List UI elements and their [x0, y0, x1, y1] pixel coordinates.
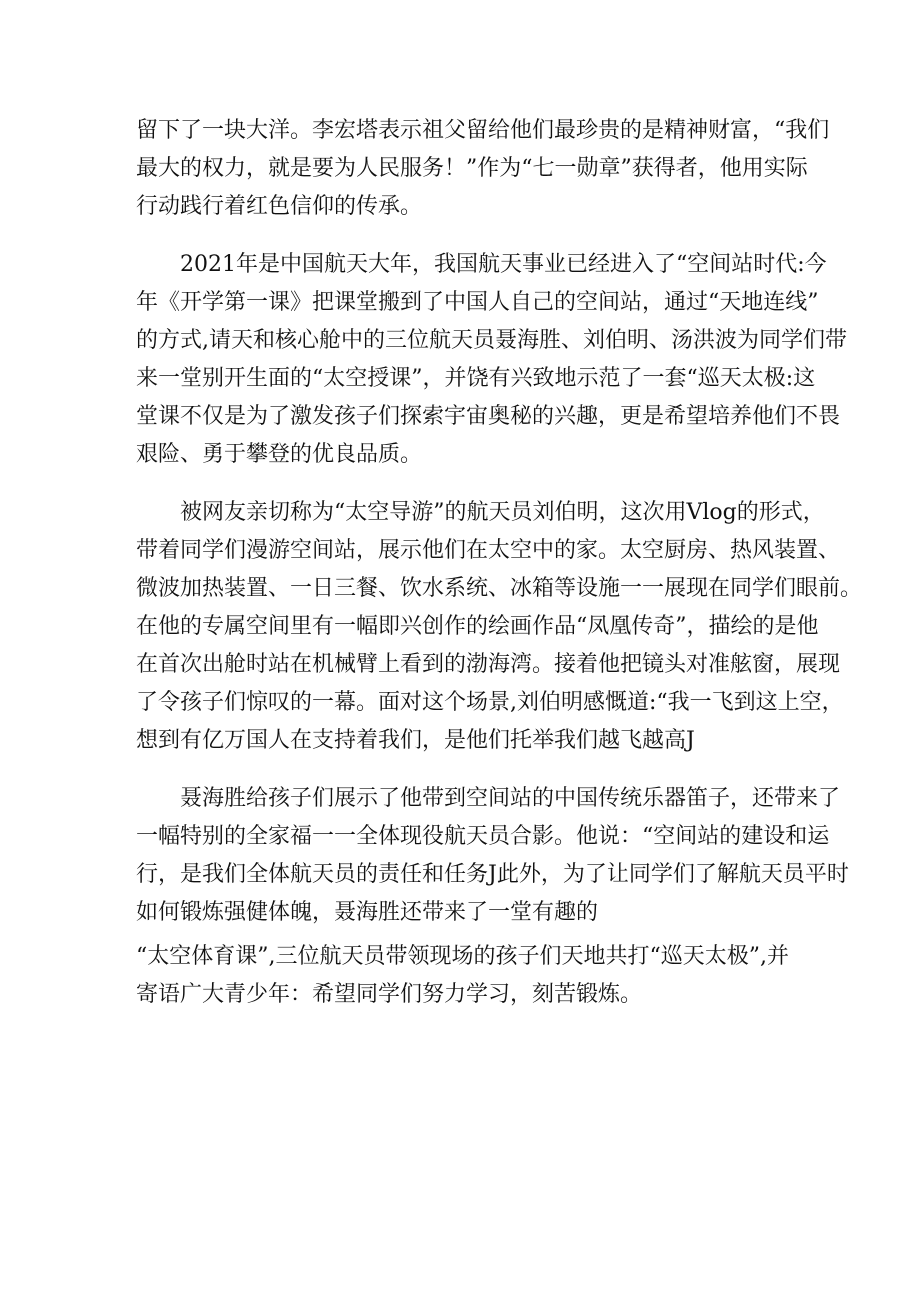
text-line: 堂课不仅是为了激发孩子们探索宇宙奥秘的兴趣，更是希望培养他们不畏 [136, 404, 841, 429]
text-line: 年《开学第一课》把课堂搬到了中国人自己的空间站，通过“天地连线” [136, 290, 819, 315]
text-line: 在他的专属空间里有一幅即兴创作的绘画作品“凤凰传奇”，描绘的是他 [136, 614, 819, 639]
text-line: 寄语广大青少年：希望同学们努力学习，刻苦锻炼。 [136, 982, 643, 1007]
text-line: 艰险、勇于攀登的优良品质。 [136, 442, 423, 467]
text-line: 行，是我们全体航天员的责任和任务J此外，为了让同学们了解航天员平时 [136, 862, 849, 887]
text-line: 在首次出舱时站在机械臂上看到的渤海湾。接着他把镜头对准舷窗，展现 [136, 652, 841, 677]
text-line: 带着同学们漫游空间站，展示他们在太空中的家。太空厨房、热风装置、 [136, 538, 841, 563]
text-line: 如何锻炼强健体魄，聂海胜还带来了一堂有趣的 [136, 900, 599, 925]
text-line: 的方式,请天和核心舱中的三位航天员聂海胜、刘伯明、汤洪波为同学们带 [136, 328, 847, 353]
text-line: 微波加热装置、一日三餐、饮水系统、冰箱等设施一一展现在同学们眼前。 [136, 576, 863, 601]
text-line: 被网友亲切称为“太空导游”的航天员刘伯明，这次用Vlog的形式， [180, 500, 825, 525]
text-line: 最大的权力，就是要为人民服务！”作为“七一勋章”获得者，他用实际 [136, 156, 808, 181]
text-line: 一幅特别的全家福一一全体现役航天员合影。他说：“空间站的建设和运 [136, 824, 830, 849]
text-line: “太空体育课”,三位航天员带领现场的孩子们天地共打“巡天太极”,并 [136, 944, 789, 969]
text-line: 来一堂别开生面的“太空授课”，并饶有兴致地示范了一套“巡天太极:这 [136, 366, 816, 391]
text-line: 聂海胜给孩子们展示了他带到空间站的中国传统乐器笛子，还带来了 [180, 786, 841, 811]
document-body [136, 112, 863, 1014]
text-line: 了令孩子们惊叹的一幕。面对这个场景,刘伯明感慨道:“我一飞到这上空， [136, 690, 844, 715]
text-line: 想到有亿万国人在支持着我们，是他们托举我们越飞越高J [136, 728, 695, 753]
text-line: 行动践行着红色信仰的传承。 [136, 194, 423, 219]
text-line: 2021年是中国航天大年，我国航天事业已经进入了“空间站时代:今 [180, 252, 827, 277]
text-line: 留下了一块大洋。李宏塔表示祖父留给他们最珍贵的是精神财富，“我们 [136, 118, 830, 143]
